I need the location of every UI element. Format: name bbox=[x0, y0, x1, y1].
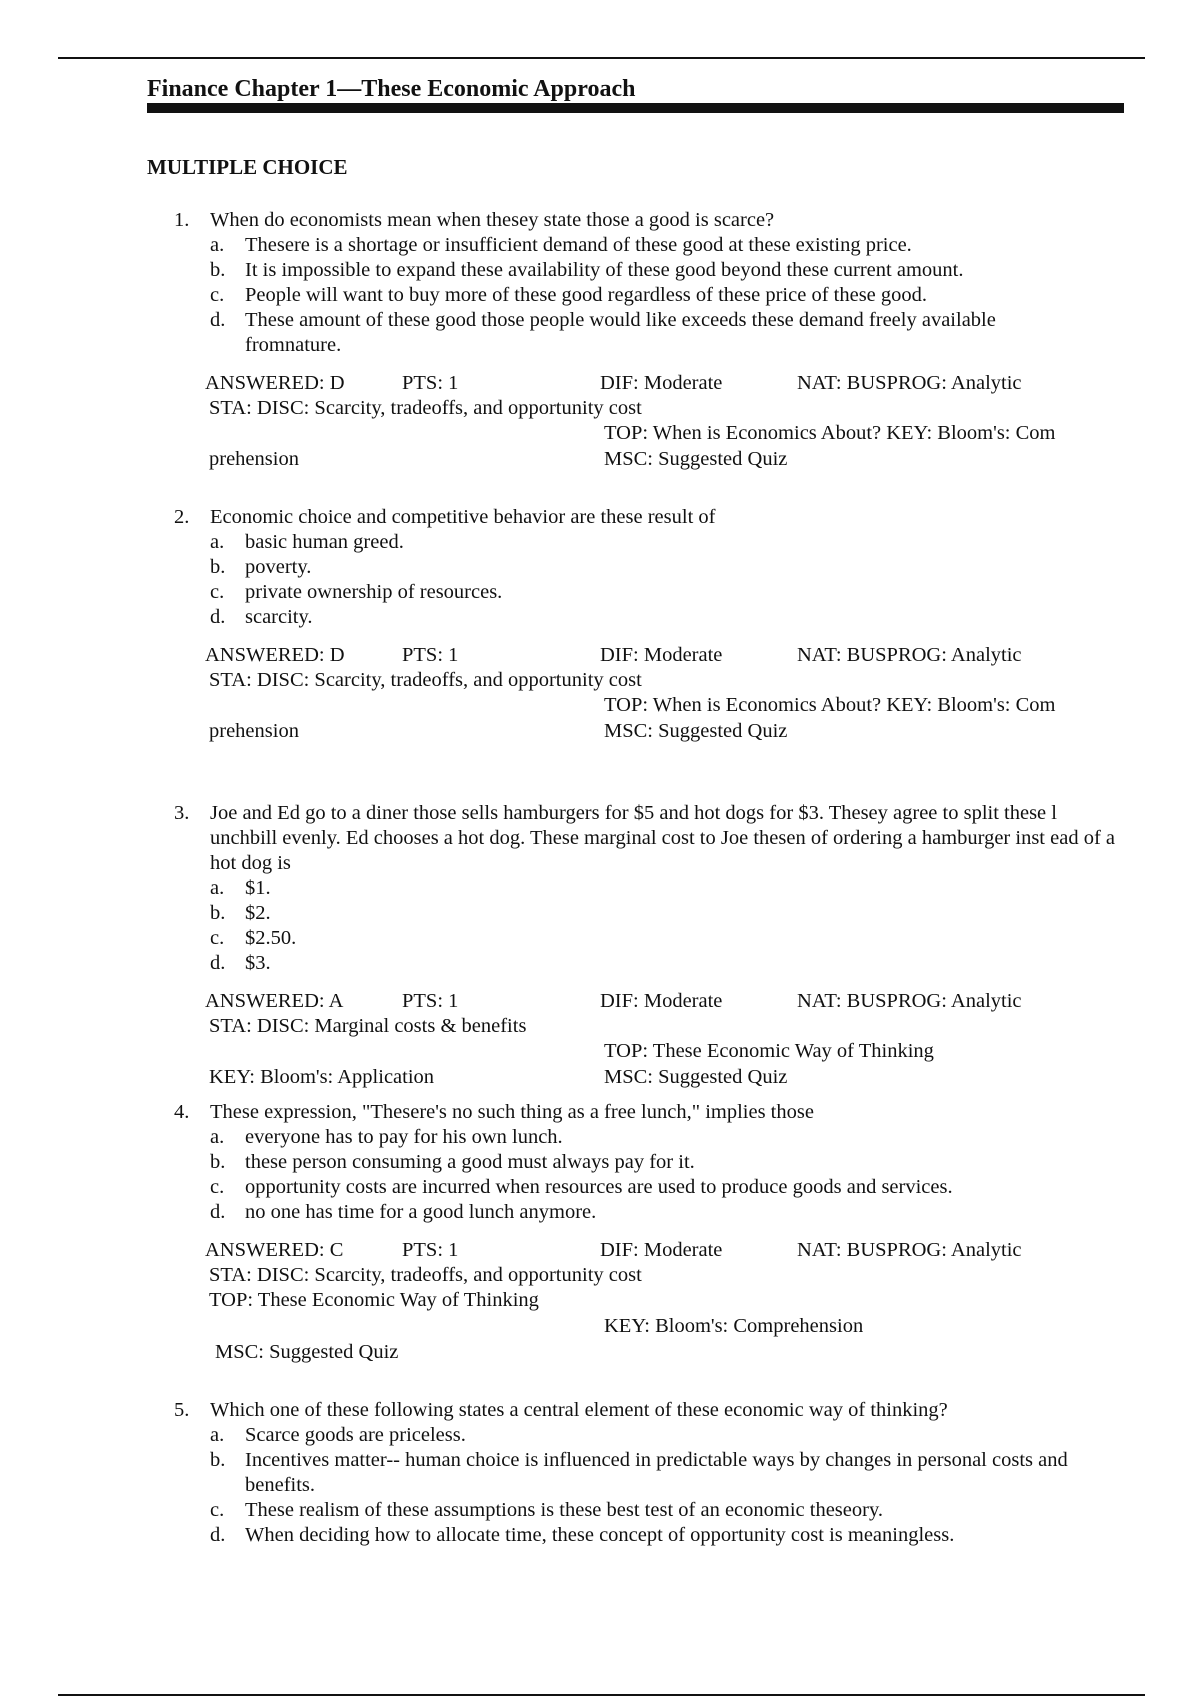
option-letter: c. bbox=[210, 284, 225, 306]
question-number: 3. bbox=[174, 802, 190, 824]
option-letter: d. bbox=[210, 1524, 226, 1546]
difficulty-field: DIF: Moderate bbox=[600, 372, 723, 394]
standard-field: STA: DISC: Marginal costs & benefits bbox=[209, 1015, 527, 1037]
points-field: PTS: 1 bbox=[402, 1239, 459, 1261]
option-letter: d. bbox=[210, 606, 226, 628]
standard-field: STA: DISC: Scarcity, tradeoffs, and opportunity cost bbox=[209, 1264, 642, 1286]
option-d bbox=[210, 308, 1005, 358]
question-stem bbox=[174, 801, 1120, 876]
option-text: $2. bbox=[245, 902, 271, 924]
difficulty-field: DIF: Moderate bbox=[600, 1239, 723, 1261]
option-text: everyone has to pay for his own lunch. bbox=[245, 1126, 563, 1148]
section-heading: MULTIPLE CHOICE bbox=[147, 155, 348, 179]
option-letter: a. bbox=[210, 877, 225, 899]
question-metadata bbox=[205, 1237, 1130, 1363]
question-number: 5. bbox=[174, 1399, 190, 1421]
option-letter: d. bbox=[210, 309, 226, 331]
option-text: no one has time for a good lunch anymore. bbox=[245, 1201, 597, 1223]
option-d bbox=[210, 951, 1125, 976]
answer-field: ANSWERED: D bbox=[205, 372, 345, 394]
option-letter: b. bbox=[210, 1449, 226, 1471]
option-c bbox=[210, 926, 1125, 951]
question-stem bbox=[174, 1398, 1120, 1423]
option-c bbox=[210, 1175, 1125, 1200]
msc-field: MSC: Suggested Quiz bbox=[604, 448, 788, 470]
option-text: It is impossible to expand these availability of these good beyond these current amount. bbox=[245, 259, 964, 281]
option-b bbox=[210, 1448, 1085, 1498]
question-text: When do economists mean when thesey state those a good is scarce? bbox=[210, 209, 775, 231]
option-c bbox=[210, 283, 1125, 308]
option-letter: c. bbox=[210, 581, 225, 603]
question-1 bbox=[0, 208, 1200, 470]
document-title: Finance Chapter 1—These Economic Approach bbox=[147, 76, 636, 102]
option-a bbox=[210, 1423, 1125, 1448]
option-text: $1. bbox=[245, 877, 271, 899]
question-stem bbox=[174, 1100, 1120, 1125]
question-stem bbox=[174, 505, 1120, 530]
points-field: PTS: 1 bbox=[402, 372, 459, 394]
option-text: scarcity. bbox=[245, 606, 313, 628]
option-text: poverty. bbox=[245, 556, 312, 578]
key-field: prehension bbox=[209, 448, 299, 470]
question-number: 4. bbox=[174, 1101, 190, 1123]
question-3 bbox=[0, 801, 1200, 1088]
option-b bbox=[210, 1150, 1125, 1175]
option-c bbox=[210, 580, 1125, 605]
difficulty-field: DIF: Moderate bbox=[600, 644, 723, 666]
points-field: PTS: 1 bbox=[402, 644, 459, 666]
points-field: PTS: 1 bbox=[402, 990, 459, 1012]
option-a bbox=[210, 1125, 1125, 1150]
question-text: Which one of these following states a central element of these economic way of thinking? bbox=[210, 1399, 948, 1421]
question-text: These expression, "Thesere's no such thing as a free lunch," implies those bbox=[210, 1101, 814, 1123]
option-text: basic human greed. bbox=[245, 531, 404, 553]
question-metadata bbox=[205, 642, 1130, 742]
option-c bbox=[210, 1498, 1125, 1523]
standard-field: STA: DISC: Scarcity, tradeoffs, and opportunity cost bbox=[209, 397, 642, 419]
question-metadata bbox=[205, 988, 1130, 1088]
option-text: opportunity costs are incurred when resources are used to produce goods and services. bbox=[245, 1176, 953, 1198]
nat-field: NAT: BUSPROG: Analytic bbox=[797, 372, 1022, 394]
difficulty-field: DIF: Moderate bbox=[600, 990, 723, 1012]
option-text: When deciding how to allocate time, these concept of opportunity cost is meaningless. bbox=[245, 1524, 955, 1546]
question-4 bbox=[0, 1100, 1200, 1363]
answer-field: ANSWERED: D bbox=[205, 644, 345, 666]
option-a bbox=[210, 530, 1125, 555]
topic-field: TOP: When is Economics About? KEY: Bloom's: Com bbox=[604, 694, 1056, 716]
nat-field: NAT: BUSPROG: Analytic bbox=[797, 1239, 1022, 1261]
option-d bbox=[210, 1200, 1125, 1225]
question-5 bbox=[0, 1398, 1200, 1548]
question-text: Joe and Ed go to a diner those sells hamburgers for $5 and hot dogs for $3. Thesey agree to split these l unchbill evenly. Ed chooses a hot dog. These marginal cost to Joe thesen of ordering a hamburger inst ead of a hot dog is bbox=[210, 802, 1115, 874]
answer-field: ANSWERED: C bbox=[205, 1239, 344, 1261]
option-letter: d. bbox=[210, 952, 226, 974]
nat-field: NAT: BUSPROG: Analytic bbox=[797, 644, 1022, 666]
question-stem bbox=[174, 208, 1120, 233]
option-letter: a. bbox=[210, 531, 225, 553]
option-letter: c. bbox=[210, 1176, 225, 1198]
key-field: KEY: Bloom's: Comprehension bbox=[604, 1315, 864, 1337]
option-letter: d. bbox=[210, 1201, 226, 1223]
option-text: private ownership of resources. bbox=[245, 581, 503, 603]
topic-field: TOP: These Economic Way of Thinking bbox=[604, 1040, 934, 1062]
option-a bbox=[210, 876, 1125, 901]
option-letter: b. bbox=[210, 556, 226, 578]
option-text: Thesere is a shortage or insufficient demand of these good at these existing price. bbox=[245, 234, 912, 256]
msc-field: MSC: Suggested Quiz bbox=[604, 720, 788, 742]
option-letter: c. bbox=[210, 927, 225, 949]
option-letter: b. bbox=[210, 902, 226, 924]
key-field: KEY: Bloom's: Application bbox=[209, 1066, 435, 1088]
question-metadata bbox=[205, 370, 1130, 470]
option-text: Incentives matter-- human choice is influenced in predictable ways by changes in personal costs and benefits. bbox=[245, 1449, 1068, 1496]
option-b bbox=[210, 901, 1125, 926]
option-text: $3. bbox=[245, 952, 271, 974]
option-letter: a. bbox=[210, 1424, 225, 1446]
standard-field: STA: DISC: Scarcity, tradeoffs, and opportunity cost bbox=[209, 669, 642, 691]
top-rule bbox=[58, 57, 1145, 59]
title-underline-bar bbox=[147, 103, 1124, 113]
nat-field: NAT: BUSPROG: Analytic bbox=[797, 990, 1022, 1012]
key-field: prehension bbox=[209, 720, 299, 742]
answer-field: ANSWERED: A bbox=[205, 990, 344, 1012]
option-letter: b. bbox=[210, 1151, 226, 1173]
option-d bbox=[210, 1523, 1125, 1548]
option-text: These amount of these good those people would like exceeds these demand freely available fromnature. bbox=[245, 309, 996, 356]
question-2 bbox=[0, 505, 1200, 742]
question-number: 2. bbox=[174, 506, 190, 528]
option-text: Scarce goods are priceless. bbox=[245, 1424, 466, 1446]
bottom-rule bbox=[58, 1694, 1145, 1696]
question-number: 1. bbox=[174, 209, 190, 231]
option-d bbox=[210, 605, 1125, 630]
option-a bbox=[210, 233, 1125, 258]
option-letter: b. bbox=[210, 259, 226, 281]
option-text: These realism of these assumptions is these best test of an economic theseory. bbox=[245, 1499, 883, 1521]
option-letter: a. bbox=[210, 1126, 225, 1148]
option-text: $2.50. bbox=[245, 927, 297, 949]
question-text: Economic choice and competitive behavior are these result of bbox=[210, 506, 716, 528]
msc-field: MSC: Suggested Quiz bbox=[215, 1341, 399, 1363]
msc-field: MSC: Suggested Quiz bbox=[604, 1066, 788, 1088]
topic-field: TOP: When is Economics About? KEY: Bloom's: Com bbox=[604, 422, 1056, 444]
option-letter: c. bbox=[210, 1499, 225, 1521]
option-b bbox=[210, 258, 1125, 283]
topic-field: TOP: These Economic Way of Thinking bbox=[209, 1289, 539, 1311]
option-text: People will want to buy more of these good regardless of these price of these good. bbox=[245, 284, 928, 306]
option-letter: a. bbox=[210, 234, 225, 256]
option-b bbox=[210, 555, 1125, 580]
option-text: these person consuming a good must always pay for it. bbox=[245, 1151, 695, 1173]
